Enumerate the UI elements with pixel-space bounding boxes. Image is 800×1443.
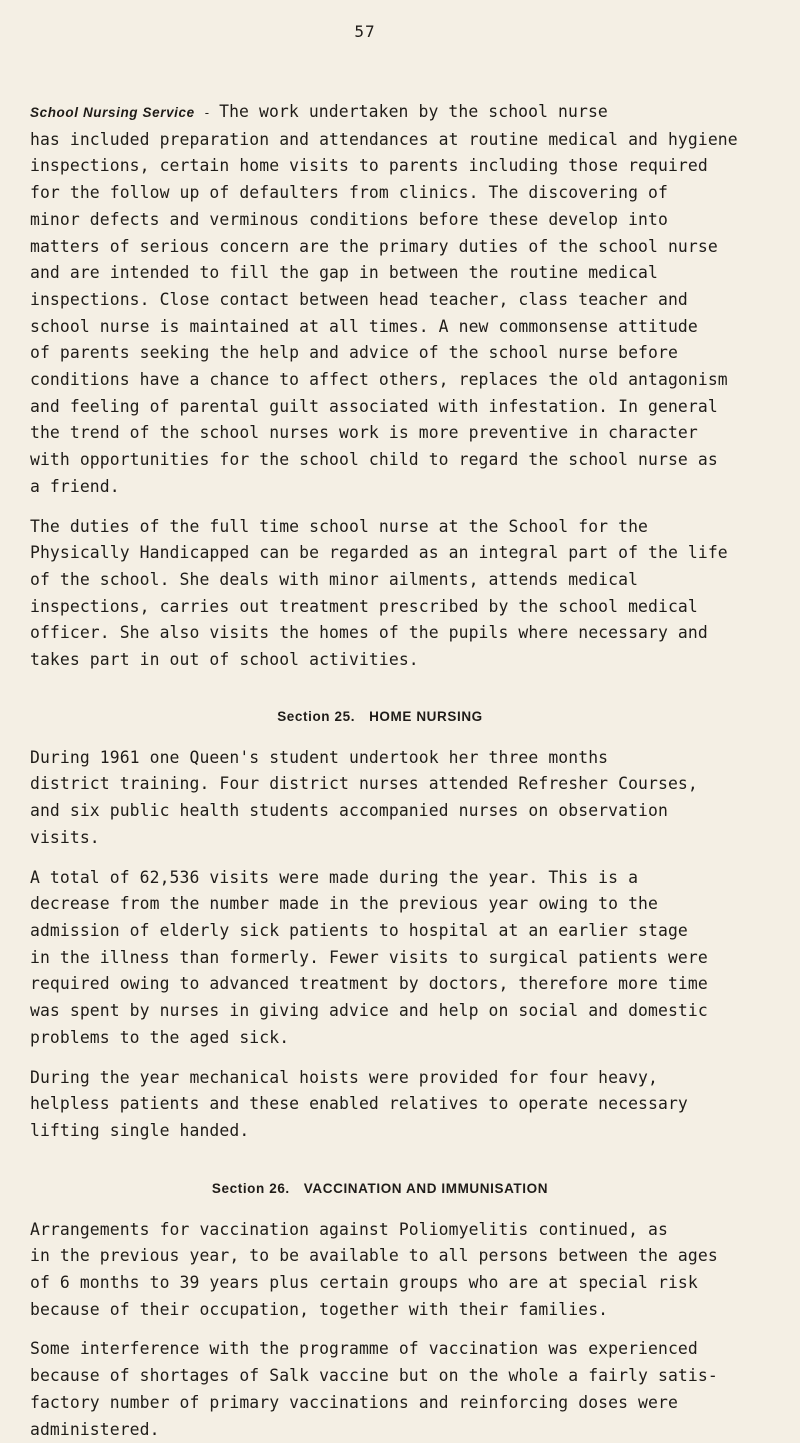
document-body — [30, 99, 780, 1443]
section-25-title: HOME NURSING — [369, 708, 483, 724]
school-nursing-run-in-title: School Nursing Service — [30, 105, 195, 120]
section-25-label: Section 25. — [277, 708, 356, 724]
home-nursing-paragraph-3: During the year mechanical hoists were provided for four heavy, helpless patients and these enabled relatives to operate necessary lifting single handed. — [30, 1067, 688, 1140]
home-nursing-paragraph-2: A total of 62,536 visits were made during the year. This is a decrease from the number made in the previous year owing to the admission of elderly sick patients to hospital at an earlier stage in the illness than formerly. Fewer visits to surgical patients were required owing to advanced treatment by doctors, therefore more time was spent by nurses in giving advice and help on social and domestic problems to the aged sick. — [30, 867, 708, 1047]
vaccination-paragraph-2: Some interference with the programme of vaccination was experienced because of shortages of Salk vaccine but on the whole a fairly satis- factory number of primary vaccinations and reinforcing doses were administered. — [30, 1339, 718, 1439]
run-in-dash: - — [204, 105, 210, 120]
home-nursing-paragraph-1: During 1961 one Queen's student undertook her three months district training. Four district nurses attended Refresher Courses, and six public health students accompanied nurses on observation visits. — [30, 747, 698, 847]
section-26-label: Section 26. — [211, 1180, 290, 1196]
section-26-title: VACCINATION AND IMMUNISATION — [303, 1180, 549, 1196]
page-number: 57 — [354, 22, 376, 41]
school-nursing-handicapped-paragraph: The duties of the full time school nurse at the School for the Physically Handicapped can be regarded as an integral part of the life of the school. She deals with minor ailments, attends medical inspections, carries out treatment prescribed by the school medical officer. She also visits the homes of the pupils where necessary and takes part in out of school activities. — [30, 516, 728, 670]
section-26-heading — [30, 1179, 730, 1199]
vaccination-paragraph-1: Arrangements for vaccination against Poliomyelitis continued, as in the previous year, to be available to all persons between the ages of 6 months to 39 years plus certain groups who are at special risk because of their occupation, together with their families. — [30, 1219, 718, 1319]
school-nursing-paragraph-text: The work undertaken by the school nurse has included preparation and attendances at routine medical and hygiene inspections, certain home visits to parents including those required for the follow up of defaulters from clinics. The discovering of minor defects and verminous conditions before these develop into matters of serious concern are the primary duties of the school nurse and are intended to fill the gap in between the routine medical inspections. Close contact between head teacher, class teacher and school nurse is maintained at all times. A new commonsense attitude of parents seeking the help and advice of the school nurse before conditions have a chance to affect others, replaces the old antagonism and feeling of parental guilt associated with infestation. In general the trend of the school nurses work is more preventive in character with opportunities for the school child to regard the school nurse as a friend. — [30, 102, 738, 496]
section-25-heading — [30, 707, 730, 727]
school-nursing-paragraph — [30, 99, 780, 501]
